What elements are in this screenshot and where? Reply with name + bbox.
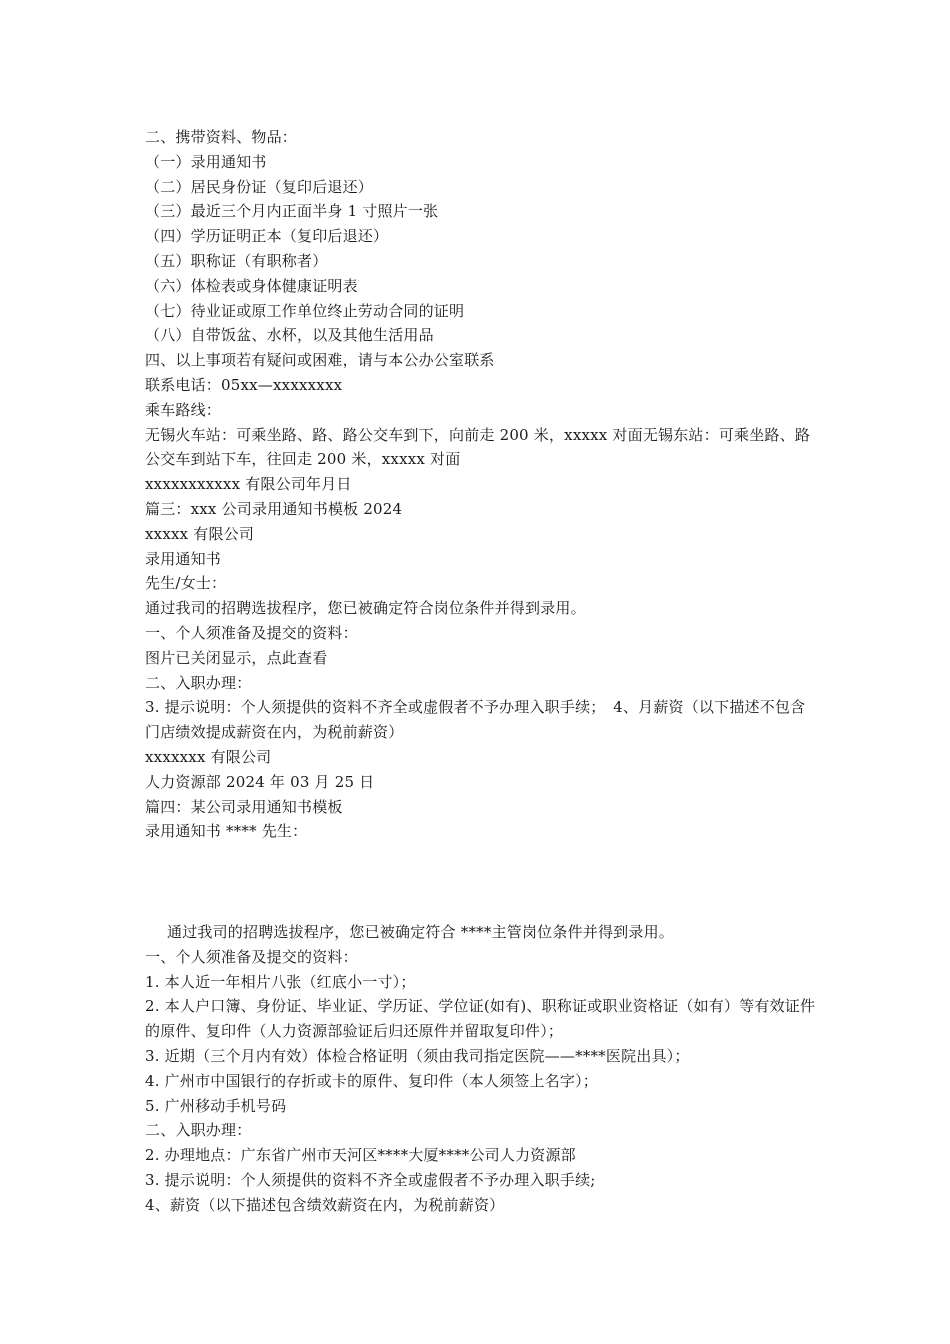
list-item: 5. 广州移动手机号码 bbox=[145, 1096, 287, 1115]
list-item: 2. 本人户口簿、身份证、毕业证、学历证、学位证(如有)、职称证或职业资格证（如有）等有效证件的原件、复印件（人力资源部验证后归还原件并留取复印件）； bbox=[145, 997, 816, 1041]
list-item: 4. 广州市中国银行的存折或卡的原件、复印件（本人须签上名字）； bbox=[145, 1071, 598, 1090]
text-paragraph: 3. 提示说明：个人须提供的资料不齐全或虚假者不予办理入职手续； 4、月薪资（以下描述不包含门店绩效提成薪资在内，为税前薪资） bbox=[145, 698, 806, 742]
document-section-bottom bbox=[145, 920, 820, 1218]
text-line: 通过我司的招聘选拔程序，您已被确定符合岗位条件并得到录用。 bbox=[145, 599, 586, 618]
route-paragraph: 无锡火车站：可乘坐路、路、路公交车到下，向前走 200 米，xxxxx 对面无锡东站：可乘坐路、路公交车到站下车，往回走 200 米，xxxxx 对面 bbox=[145, 425, 811, 469]
text-line: 一、个人须准备及提交的资料： bbox=[145, 623, 358, 642]
text-line: 四、以上事项若有疑问或困难，请与本公办公室联系 bbox=[145, 351, 495, 370]
list-item: 4、薪资（以下描述包含绩效薪资在内，为税前薪资） bbox=[145, 1195, 505, 1214]
text-line: （五）职称证（有职称者） bbox=[145, 251, 328, 270]
salutation: 先生/女士： bbox=[145, 574, 227, 593]
text-line: （六）体检表或身体健康证明表 bbox=[145, 276, 358, 295]
text-line: （七）待业证或原工作单位终止劳动合同的证明 bbox=[145, 301, 465, 320]
list-item: 2. 办理地点：广东省广州市天河区****大厦****公司人力资源部 bbox=[145, 1146, 576, 1165]
date-line: 人力资源部 2024 年 03 月 25 日 bbox=[145, 772, 375, 791]
company-name: xxxxx 有限公司 bbox=[145, 524, 255, 543]
text-line: （三）最近三个月内正面半身 1 寸照片一张 bbox=[145, 202, 439, 221]
text-line: 通过我司的招聘选拔程序，您已被确定符合 ****主管岗位条件并得到录用。 bbox=[167, 923, 674, 941]
document-section-top bbox=[145, 125, 820, 844]
text-line: 二、入职办理： bbox=[145, 673, 252, 692]
section-heading: 篇四：某公司录用通知书模板 bbox=[145, 797, 343, 816]
text-line: （一）录用通知书 bbox=[145, 152, 267, 171]
text-line: xxxxxxxxxxx 有限公司年月日 bbox=[145, 475, 352, 494]
text-line: （四）学历证明正本（复印后退还） bbox=[145, 227, 389, 246]
list-item: 3. 提示说明：个人须提供的资料不齐全或虚假者不予办理入职手续; bbox=[145, 1170, 596, 1189]
text-line: 乘车路线： bbox=[145, 400, 222, 419]
list-item: 3. 近期（三个月内有效）体检合格证明（须由我司指定医院——****医院出具）； bbox=[145, 1046, 690, 1065]
text-line: （八）自带饭盆、水杯，以及其他生活用品 bbox=[145, 326, 434, 345]
text-line: 二、入职办理： bbox=[145, 1121, 252, 1140]
text-line: （二）居民身份证（复印后退还） bbox=[145, 177, 374, 196]
list-item: 1. 本人近一年相片八张（红底小一寸）； bbox=[145, 972, 416, 991]
text-line: 录用通知书 **** 先生： bbox=[145, 822, 308, 841]
phone-line: 联系电话：05xx—xxxxxxxx bbox=[145, 375, 343, 394]
text-line: 二、携带资料、物品： bbox=[145, 128, 298, 146]
notice-title: 录用通知书 bbox=[145, 549, 222, 568]
section-heading: 篇三：xxx 公司录用通知书模板 2024 bbox=[145, 499, 403, 518]
text-line: 一、个人须准备及提交的资料： bbox=[145, 947, 358, 966]
image-hidden-link[interactable]: 图片已关闭显示，点此查看 bbox=[145, 648, 328, 667]
company-name: xxxxxxx 有限公司 bbox=[145, 747, 272, 766]
